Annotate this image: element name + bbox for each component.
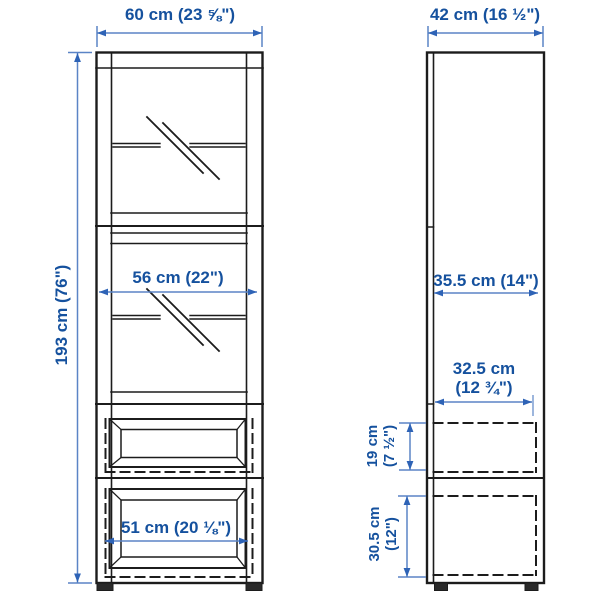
label-front-height: 193 cm (76") (52, 264, 71, 366)
label-side-depth: 42 cm (16 ½") (429, 5, 541, 24)
label-side-drawer-depth-in: (12 ¾") (455, 378, 513, 397)
front-view (96, 53, 263, 591)
label-side-drawer-depth-cm: 32.5 cm (452, 359, 516, 378)
dim-lower-drawer-height (398, 496, 426, 577)
label-drawer-width: 51 cm (20 ⅛") (120, 518, 232, 537)
side-foot-right (525, 583, 538, 591)
dim-front-width (97, 26, 262, 47)
label-side-drawer-depth (384, 359, 584, 397)
dim-side-depth (428, 26, 543, 47)
label-front-width: 60 cm (23 ⅝") (124, 5, 236, 24)
label-upper-drawer-height-in: (7 ½") (381, 424, 398, 468)
side-foot-left (435, 583, 448, 591)
label-front-inner-width: 56 cm (22") (132, 268, 224, 287)
side-outline (427, 53, 544, 584)
label-upper-drawer-height-cm: 19 cm (364, 424, 381, 468)
side-view (427, 53, 544, 591)
label-lower-drawer-height (366, 492, 402, 576)
front-foot-left (97, 583, 113, 591)
label-side-inner-depth: 35.5 cm (14") (433, 271, 539, 290)
label-lower-drawer-height-in: (12") (383, 517, 400, 551)
label-upper-drawer-height (364, 414, 400, 478)
label-lower-drawer-height-cm: 30.5 cm (366, 506, 383, 562)
front-foot-right (246, 583, 262, 591)
dim-upper-drawer-height (399, 423, 426, 470)
